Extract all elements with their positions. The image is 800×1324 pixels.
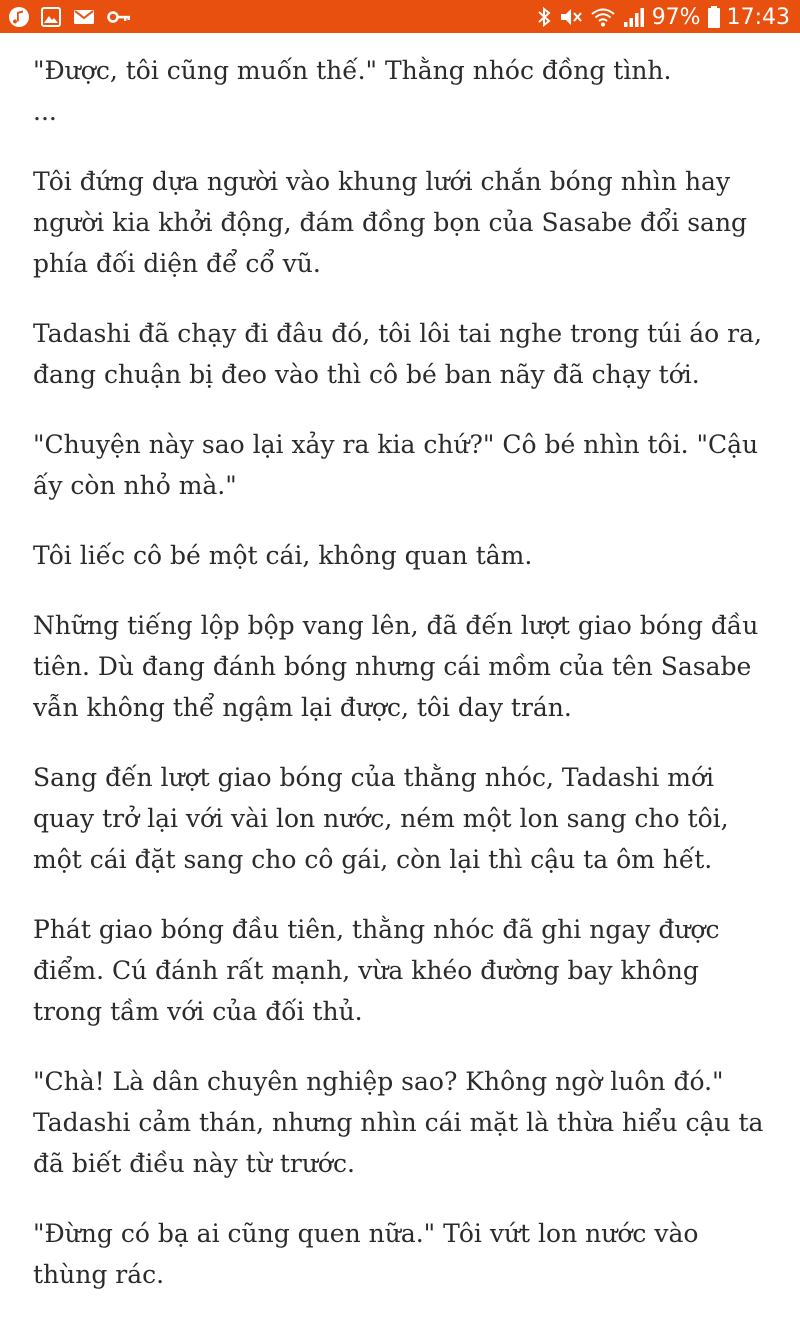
music-note-icon bbox=[8, 6, 30, 28]
reader-content bbox=[33, 50, 773, 1324]
paragraph: Phát giao bóng đầu tiên, thằng nhóc đã ghi ngay được điểm. Cú đánh rất mạnh, vừa khéo đường bay không trong tầm với của đối thủ. bbox=[33, 915, 720, 1026]
paragraph: Sang đến lượt giao bóng của thằng nhóc, Tadashi mới quay trở lại với vài lon nước, ném một lon sang cho tôi, một cái đặt sang cho cô gái, còn lại thì cậu ta ôm hết. bbox=[33, 763, 729, 874]
paragraph: "Được, tôi cũng muốn thế." Thằng nhóc đồng tình. bbox=[33, 56, 672, 85]
system-status bbox=[536, 3, 790, 31]
key-icon bbox=[106, 6, 132, 28]
battery-percentage: 97% bbox=[651, 4, 701, 30]
paragraph: "Đừng có bạ ai cũng quen nữa." Tôi vứt lon nước vào thùng rác. bbox=[33, 1219, 699, 1289]
signal-icon bbox=[622, 5, 646, 29]
mail-icon bbox=[72, 6, 96, 28]
bluetooth-icon bbox=[536, 5, 552, 29]
status-bar bbox=[0, 0, 800, 33]
gallery-icon bbox=[40, 6, 62, 28]
paragraph: Những tiếng lộp bộp vang lên, đã đến lượt giao bóng đầu tiên. Dù đang đánh bóng nhưng cái mồm của tên Sasabe vẫn không thể ngậm lại được, tôi day trán. bbox=[33, 611, 759, 722]
notification-icons bbox=[8, 5, 132, 29]
wifi-icon bbox=[590, 5, 616, 29]
paragraph: Tôi liếc cô bé một cái, không quan tâm. bbox=[33, 541, 533, 570]
paragraph: Tôi đứng dựa người vào khung lưới chắn bóng nhìn hay người kia khởi động, đám đồng bọn của Sasabe đổi sang phía đối diện để cổ vũ. bbox=[33, 167, 748, 278]
paragraph: "Chà! Là dân chuyên nghiệp sao? Không ngờ luôn đó." Tadashi cảm thán, nhưng nhìn cái mặt là thừa hiểu cậu ta đã biết điều này từ trước. bbox=[33, 1067, 764, 1178]
mute-icon bbox=[558, 5, 584, 29]
battery-icon bbox=[707, 5, 721, 29]
paragraph: Tadashi đã chạy đi đâu đó, tôi lôi tai nghe trong túi áo ra, đang chuận bị đeo vào thì cô bé ban nãy đã chạy tới. bbox=[33, 319, 762, 389]
ellipsis-line: ... bbox=[33, 97, 57, 126]
paragraph: "Chuyện này sao lại xảy ra kia chứ?" Cô bé nhìn tôi. "Cậu ấy còn nhỏ mà." bbox=[33, 430, 759, 500]
clock: 17:43 bbox=[726, 4, 790, 30]
